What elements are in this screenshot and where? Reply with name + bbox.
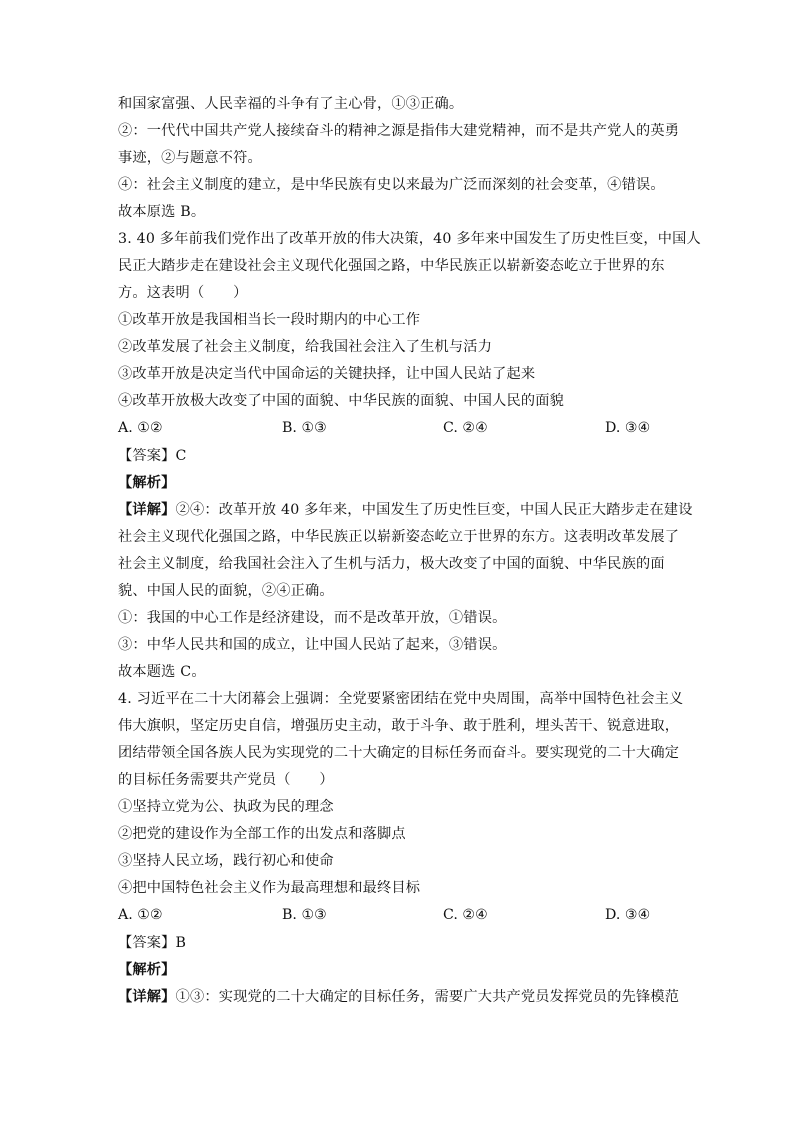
question-3-option-c: C. ②④ — [443, 420, 488, 436]
detail-label: 【详解】 — [118, 502, 176, 518]
text-line: ④：社会主义制度的建立，是中华民族有史以来最为广泛而深刻的社会变革，④错误。 — [118, 177, 665, 193]
question-3-detail: 貌、中国人民的面貌，②④正确。 — [118, 583, 334, 599]
question-3-item: ①改革开放是我国相当长一段时期内的中心工作 — [118, 312, 421, 328]
detail-text: ②④：改革开放 40 多年来，中国发生了历史性巨变，中国人民正大踏步走在建设 — [175, 502, 693, 518]
question-4-option-b: B. ①③ — [282, 907, 327, 923]
question-4-item: ③坚持人民立场，践行初心和使命 — [118, 853, 334, 869]
question-3-item: ②改革发展了社会主义制度，给我国社会注入了生机与活力 — [118, 339, 493, 355]
question-3-option-b: B. ①③ — [282, 420, 327, 436]
question-4-item: ④把中国特色社会主义作为最高理想和最终目标 — [118, 880, 421, 896]
question-3-detail: 故本题选 C。 — [118, 664, 206, 680]
question-4-stem: 团结带领全国各族人民为实现党的二十大确定的目标任务而奋斗。要实现党的二十大确定 — [118, 745, 680, 761]
question-3-stem: 民正大踏步走在建设社会主义现代化强国之路，中华民族正以崭新姿态屹立于世界的东 — [118, 258, 665, 274]
question-3-answer: 【答案】C — [118, 448, 187, 464]
question-4-option-d: D. ③④ — [605, 907, 651, 923]
question-4-analysis-label: 【解析】 — [118, 962, 176, 978]
question-4-answer: 【答案】B — [118, 935, 187, 951]
text-line: 故本原选 B。 — [118, 204, 206, 220]
question-4-item: ②把党的建设作为全部工作的出发点和落脚点 — [118, 826, 406, 842]
detail-label: 【详解】 — [118, 989, 176, 1005]
question-3-analysis-label: 【解析】 — [118, 475, 176, 491]
question-4-stem: 伟大旗帜，坚定历史自信，增强历史主动，敢于斗争、敢于胜利，埋头苦干、锐意进取， — [118, 718, 680, 734]
question-3-detail: ①：我国的中心工作是经济建设，而不是改革开放，①错误。 — [118, 610, 507, 626]
text-line: 和国家富强、人民幸福的斗争有了主心骨，①③正确。 — [118, 96, 464, 112]
question-3-detail: 社会主义制度，给我国社会注入了生机与活力，极大改变了中国的面貌、中华民族的面 — [118, 556, 665, 572]
question-4-stem: 的目标任务需要共产党员（ ） — [118, 772, 334, 788]
question-3-option-a: A. ①② — [118, 420, 163, 436]
question-4-item: ①坚持立党为公、执政为民的理念 — [118, 799, 334, 815]
question-3-detail: ③：中华人民共和国的成立，让中国人民站了起来，③错误。 — [118, 637, 507, 653]
text-line: ②：一代代中国共产党人接续奋斗的精神之源是指伟大建党精神，而不是共产党人的英勇 — [118, 123, 680, 139]
question-4-stem: 4. 习近平在二十大闭幕会上强调：全党要紧密团结在党中央周围，高举中国特色社会主义 — [118, 691, 684, 707]
text-line: 事迹，②与题意不符。 — [118, 150, 262, 166]
question-3-option-d: D. ③④ — [605, 420, 651, 436]
question-4-option-c: C. ②④ — [443, 907, 488, 923]
question-3-detail: 社会主义现代化强国之路，中华民族正以崭新姿态屹立于世界的东方。这表明改革发展了 — [118, 529, 680, 545]
question-3-stem: 3. 40 多年前我们党作出了改革开放的伟大决策，40 多年来中国发生了历史性巨变，中国人 — [118, 231, 701, 247]
question-3-item: ④改革开放极大改变了中国的面貌、中华民族的面貌、中国人民的面貌 — [118, 393, 565, 409]
question-3-detail — [118, 500, 693, 520]
question-3-stem: 方。这表明（ ） — [118, 285, 248, 301]
question-4-detail — [118, 987, 678, 1007]
question-4-option-a: A. ①② — [118, 907, 163, 923]
detail-text: ①③：实现党的二十大确定的目标任务，需要广大共产党员发挥党员的先锋模范 — [175, 989, 680, 1005]
question-3-item: ③改革开放是决定当代中国命运的关键抉择，让中国人民站了起来 — [118, 366, 536, 382]
